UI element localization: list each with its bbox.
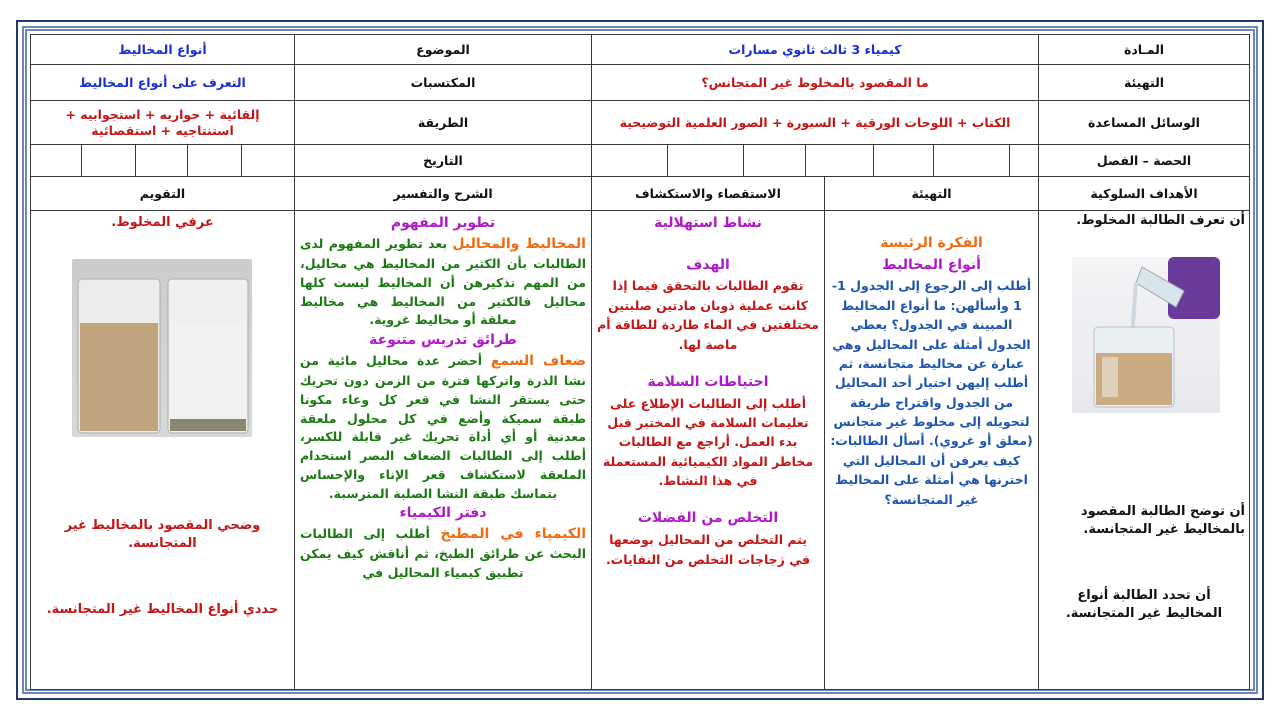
objective-1: أن تعرف الطالبة المخلوط. [1076, 213, 1245, 228]
inquiry-goal-title: الهدف [686, 256, 730, 273]
evaluation-column [30, 210, 295, 690]
col-inquiry-header: الاستقصاء والاستكشاف [591, 176, 825, 211]
explain-kitchen-lead: الكيمياء في المطبخ [440, 526, 586, 543]
explain-concept-lead: المخاليط والمحاليل [452, 236, 586, 252]
skills-label: المكتسبات [294, 64, 592, 101]
inquiry-safety-title: احتياطات السلامة [647, 373, 769, 390]
intro-label: التهيئة [1038, 64, 1250, 101]
evaluation-3: حددي أنواع المخاليط غير المتجانسة. [46, 602, 279, 617]
beaker-pouring-image [1072, 257, 1220, 413]
date-grid [30, 144, 295, 177]
method-value: إلقائية + حواريه + استجوابيه + استنتاجيه + استقصائية [30, 100, 295, 145]
explain-methods-title: طرائق تدريس متنوعة [369, 332, 517, 348]
objectives-column [1038, 210, 1250, 690]
two-beakers-image [72, 259, 252, 437]
date-label: التاريخ [294, 144, 592, 177]
explain-kitchen-body: أطلب إلى الطالبات البحث عن طرائق الطبخ، ثم أناقش كيف يمكن تطبيق كيمياء المحاليل في [300, 526, 586, 580]
col-evaluation-header: التقويم [30, 176, 295, 211]
inquiry-waste-title: التخلص من الفضلات [637, 510, 779, 527]
col-explain-header: الشرح والتفسير [294, 176, 592, 211]
objective-2: أن توضح الطالبة المقصود بالمخاليط غير المتجانسة. [1080, 504, 1245, 537]
explain-concept-title: تطوير المفهوم [390, 215, 496, 231]
explain-weak-body: أحضر عدة محاليل مائية من نشا الذرة واتركها فترة من الزمن دون تحريك حتى يستقر النشا في قعر كل وعاء مكونا طبقة سميكة وأضع في كل محلول ملعقة معدنية أو أي أداة تحريك غير قابلة للكسر، أطلب إلى الطالبات الضعاف البصر استخدام الملعقة لاستكشاف قعر الإناء والإحساس بتماسك طبقة النشا الصلبة المترسبة. [300, 353, 586, 501]
warmup-title: الفكرة الرئيسة [880, 235, 983, 251]
aids-label: الوسائل المساعدة [1038, 100, 1250, 145]
subject-label: المـادة [1038, 34, 1250, 65]
subject-value: كيمياء 3 ثالث ثانوي مسارات [591, 34, 1039, 65]
explain-column [294, 210, 592, 690]
method-label: الطريقة [294, 100, 592, 145]
inquiry-waste-body: يتم التخلص من المحاليل بوضعها في زجاجات التخلص من النفايات. [605, 532, 811, 567]
class-label: الحصة – الفصل [1038, 144, 1250, 177]
inquiry-column [591, 210, 825, 690]
evaluation-1: عرفي المخلوط. [111, 215, 214, 230]
topic-value: أنواع المخاليط [30, 34, 295, 65]
evaluation-2: وضحي المقصود بالمخاليط غير المتجانسة. [64, 518, 261, 552]
aids-value: الكتاب + اللوحات الورقية + السبورة + الصور العلمية التوضيحية [591, 100, 1039, 145]
warmup-subtitle: أنواع المخاليط [882, 256, 981, 273]
inquiry-safety-body: أطلب إلى الطالبات الإطلاع على تعليمات السلامة في المختبر قبل بدء العمل. أراجع مع الطالبات مخاطر المواد الكيميائية المستعملة في هذا النشاط. [602, 395, 814, 489]
skills-value: التعرف على أنواع المخاليط [30, 64, 295, 101]
inquiry-title: نشاط استهلالية [654, 215, 762, 231]
warmup-column [824, 210, 1039, 690]
objective-3: أن تحدد الطالبة أنواع المخاليط غير المتجانسة. [1065, 588, 1223, 621]
intro-value: ما المقصود بالمخلوط غير المتجانس؟ [591, 64, 1039, 101]
inquiry-goal-body: تقوم الطالبات بالتحقق فيما إذا كانت عملية ذوبان مادتين صلبتين مختلفتين في الماء طاردة للطاقة أم ماصة لها. [597, 278, 819, 352]
class-grid [591, 144, 1039, 177]
col-warmup-header: التهيئة [824, 176, 1039, 211]
topic-label: الموضوع [294, 34, 592, 65]
explain-concept-body: بعد تطوير المفهوم لدى الطالبات بأن الكثير من المخاليط هي محاليل، من المهم تذكيرهن أن المخاليط ليست كلها محاليل فالكثير من المخاليط هي مخاليط معلقة أو مخاليط غروية. [300, 236, 586, 328]
col-objectives-header: الأهداف السلوكية [1038, 176, 1250, 211]
warmup-body: أطلب إلى الرجوع إلى الجدول 1-1 وأسألهن: ما أنواع المخاليط المبينة في الجدول؟ يعطي الجدول أمثلة على المحاليل وهي عبارة عن مخاليط متجانسة، ثم أطلب إليهن اختيار أحد المحاليل من الجدول واقتراح طريقة لتحويله إلى مخلوط غير متجانس (معلق أو غروي). أسأل الطالبات: كيف يعرفن أن المحاليل التي اخترنها هي أمثلة على المخاليط غير المتجانسة؟ [830, 278, 1033, 507]
explain-weak-lead: ضعاف السمع [490, 353, 587, 369]
explain-notebook-title: دفتر الكيمياء [399, 505, 487, 522]
